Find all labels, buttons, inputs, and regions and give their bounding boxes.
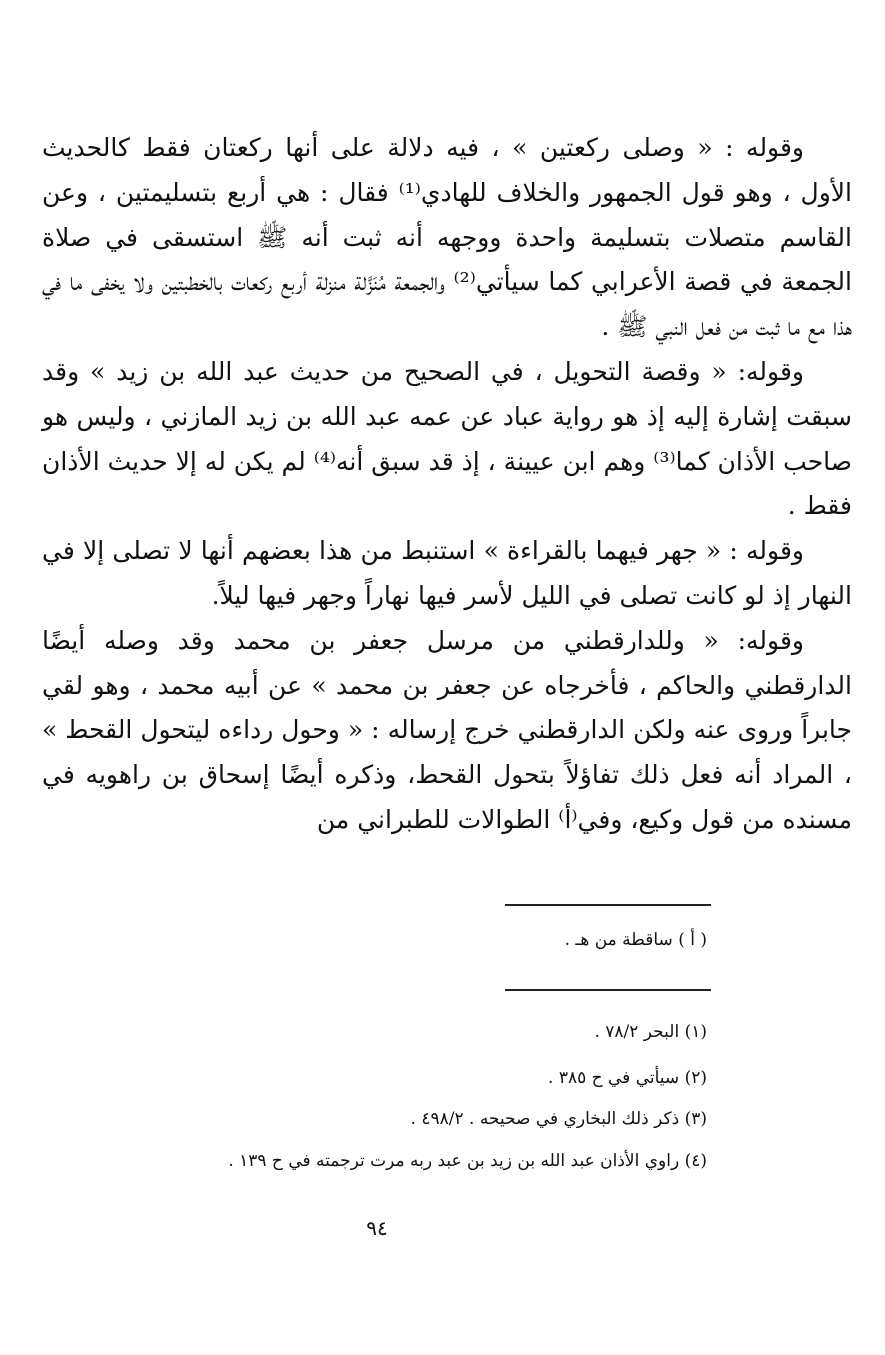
footnote-4: (٤) راوي الأذان عبد الله بن زيد بن عبد ربه مرت ترجمته في ح ١٣٩ . — [228, 1151, 707, 1171]
footnote-1: (١) البحر ٧٨/٢ . — [594, 1022, 707, 1042]
page-number: ٩٤ — [366, 1216, 388, 1240]
paragraph-1: وقوله : « وصلى ركعتين » ، فيه دلالة على أنها ركعتان فقط كالحديث الأول ، وهو قول الجمهور والخلاف للهادي⁽¹⁾ فقال : هي أربع بتسليمتين ، وعن القاسم متصلات بتسليمة واحدة ووجهه أنه ثبت أنه ﷺ استسقى في صلاة الجمعة في قصة الأعرابي كما سيأتي⁽²⁾ والجمعة مُنَزَّلة منزلة أربع ركعات بالخطبتين ولا يخفى ما في هذا مع ما ثبت من فعل النبي ﷺ . — [42, 133, 852, 342]
footnote-3: (٣) ذكر ذلك البخاري في صحيحه . ٤٩٨/٢ . — [410, 1109, 707, 1129]
paragraph-4: وقوله: « وللدارقطني من مرسل جعفر بن محمد وقد وصله أيضًا الدارقطني والحاكم ، فأخرجاه عن جعفر بن محمد » عن أبيه محمد ، وهو لقي جابراً وروى عنه ولكن الدارقطني خرج إرساله : « وحول رداءه ليتحول القحط » ، المراد أنه فعل ذلك تفاؤلاً بتحول القحط، وذكره أيضًا إسحاق بن راهويه في مسنده من قول وكيع، وفي⁽أ⁾ الطوالات للطبراني من — [42, 625, 852, 834]
variant-note: ( أ ) ساقطة من هـ . — [564, 930, 707, 950]
footnote-separator-bottom — [505, 989, 711, 991]
footnote-2: (٢) سيأتي في ح ٣٨٥ . — [548, 1068, 707, 1088]
paragraph-3: وقوله : « جهر فيهما بالقراءة » استنبط من هذا بعضهم أنها لا تصلى إلا في النهار إذ لو كانت تصلى في الليل لأسر فيها نهاراً وجهر فيها ليلاً. — [42, 536, 852, 610]
main-text-body — [42, 126, 852, 843]
paragraph-2: وقوله: « وقصة التحويل ، في الصحيح من حديث عبد الله بن زيد » وقد سبقت إشارة إليه إذ هو رواية عباد عن عمه عبد الله بن زيد المازني ، وليس هو صاحب الأذان كما⁽³⁾ وهم ابن عيينة ، إذ قد سبق أنه⁽⁴⁾ لم يكن له إلا حديث الأذان فقط . — [42, 356, 852, 521]
footnote-separator-top — [505, 904, 711, 906]
